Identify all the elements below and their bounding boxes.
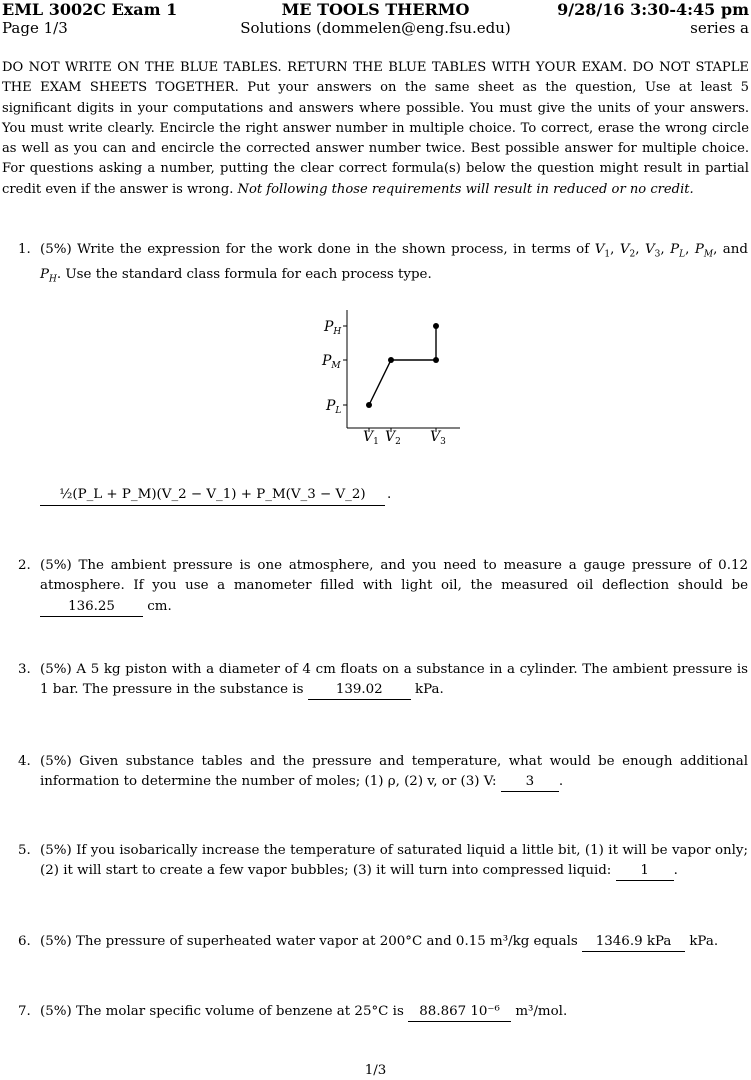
question-number: 1.: [18, 242, 31, 257]
answer-unit: cm.: [147, 598, 172, 614]
pv-diagram: [318, 310, 468, 450]
answer-3: 139.02: [308, 681, 411, 700]
answer-5: 1: [616, 862, 674, 881]
state-point: [388, 357, 394, 363]
answer-unit: kPa.: [689, 934, 719, 949]
solutions-line: Solutions (dommelen@eng.fsu.edu): [240, 19, 511, 37]
question-number: 6.: [18, 934, 31, 949]
answer-unit: m³/mol.: [515, 1004, 568, 1019]
page-indicator: Page 1/3: [2, 19, 68, 37]
question-5: [18, 841, 748, 882]
series-label: series a: [690, 19, 749, 37]
question-7: [18, 1002, 748, 1022]
exam-datetime: 9/28/16 3:30-4:45 pm: [557, 0, 749, 19]
question-text: (5%) The ambient pressure is one atmosphere, and you need to measure a gauge pressure of 0.12 atmosphere. If you use a manometer filled with light oil, the measured oil deflection should be: [40, 558, 748, 594]
question-text: (5%) A 5 kg piston with a diameter of 4 cm floats on a substance in a cylinder. The ambient pressure is 1 bar. The pressure in the substance is: [40, 662, 748, 698]
y-label-pm: $P_M$: [322, 353, 341, 371]
process-path: [369, 326, 436, 405]
question-number: 2.: [18, 558, 31, 573]
instructions: [2, 58, 749, 200]
question-number: 5.: [18, 843, 31, 858]
answer-1: ½(P_L + P_M)(V_2 − V_1) + P_M(V_3 − V_2): [40, 485, 385, 506]
answer-unit: kPa.: [415, 682, 444, 698]
question-4: [18, 752, 748, 793]
question-2: [18, 556, 748, 617]
question-text-tail: . Use the standard class formula for each process type.: [56, 266, 432, 282]
answer-unit: .: [558, 774, 564, 790]
answer-4: 3: [501, 773, 559, 792]
question-text: (5%) The pressure of superheated water vapor at 200°C and 0.15 m³/kg equals: [40, 934, 578, 949]
question-3: [18, 660, 748, 701]
instructions-text: DO NOT WRITE ON THE BLUE TABLES. RETURN THE BLUE TABLES WITH YOUR EXAM. DO NOT STAPLE THE EXAM SHEETS TOGETHER. Put your answers on the same sheet as the question, Use at least 5 significant digits in your computations and answers where possible. You must give the units of your answers. You must write clearly. Encircle the right answer number in multiple choice. To correct, erase the wrong circle as well as you can and encircle the corrected answer number twice. Best possible answer for multiple choice. For questions asking a number, putting the clear correct formula(s) below the question might result in partial credit even if the answer is wrong.: [2, 60, 749, 197]
answer-unit: .: [673, 863, 678, 879]
question-number: 3.: [18, 662, 31, 677]
course-code: EML 3002C Exam 1: [2, 0, 178, 19]
state-point: [433, 357, 439, 363]
state-point: [433, 323, 439, 329]
answer-6: 1346.9 kPa: [582, 933, 685, 952]
question-1: 1. (5%) Write the expression for the work done in the shown process, in terms of $V_1$, $V_2$, $V_3$, $P_L$, $P_M$, and $P_H$. Use the standard class formula for each process type.: [18, 242, 748, 285]
x-label-v1: $V_1$: [363, 429, 379, 447]
x-label-v2: $V_2$: [385, 429, 401, 447]
question-text: (5%) If you isobarically increase the temperature of saturated liquid a little bit, (1) it will be vapor only; (2) it will start to create a few vapor bubbles; (3) it will turn into compressed liquid:: [40, 843, 748, 879]
question-number: 4.: [18, 754, 31, 769]
instructions-emphasis: Not following those requirements will result in reduced or no credit.: [237, 181, 694, 197]
x-label-v3: $V_3$: [430, 429, 446, 447]
answer-2: 136.25: [40, 598, 143, 617]
question-number: 7.: [18, 1004, 31, 1019]
state-point: [366, 402, 372, 408]
question-text: (5%) Given substance tables and the pressure and temperature, what would be enough additional information to determine the number of moles; (1) ρ, (2) v, or (3) V:: [40, 754, 748, 790]
question-text: (5%) Write the expression for the work done in the shown process, in terms of: [40, 242, 590, 257]
page-footer: 1/3: [364, 1063, 387, 1078]
y-label-pl: $P_L$: [326, 398, 342, 416]
question-6: [18, 932, 748, 952]
answer-7: 88.867 10⁻⁶: [408, 1003, 511, 1022]
exam-title: ME TOOLS THERMO: [281, 0, 470, 19]
y-label-ph: $P_H$: [324, 319, 342, 337]
question-text: (5%) The molar specific volume of benzene at 25°C is: [40, 1004, 404, 1019]
